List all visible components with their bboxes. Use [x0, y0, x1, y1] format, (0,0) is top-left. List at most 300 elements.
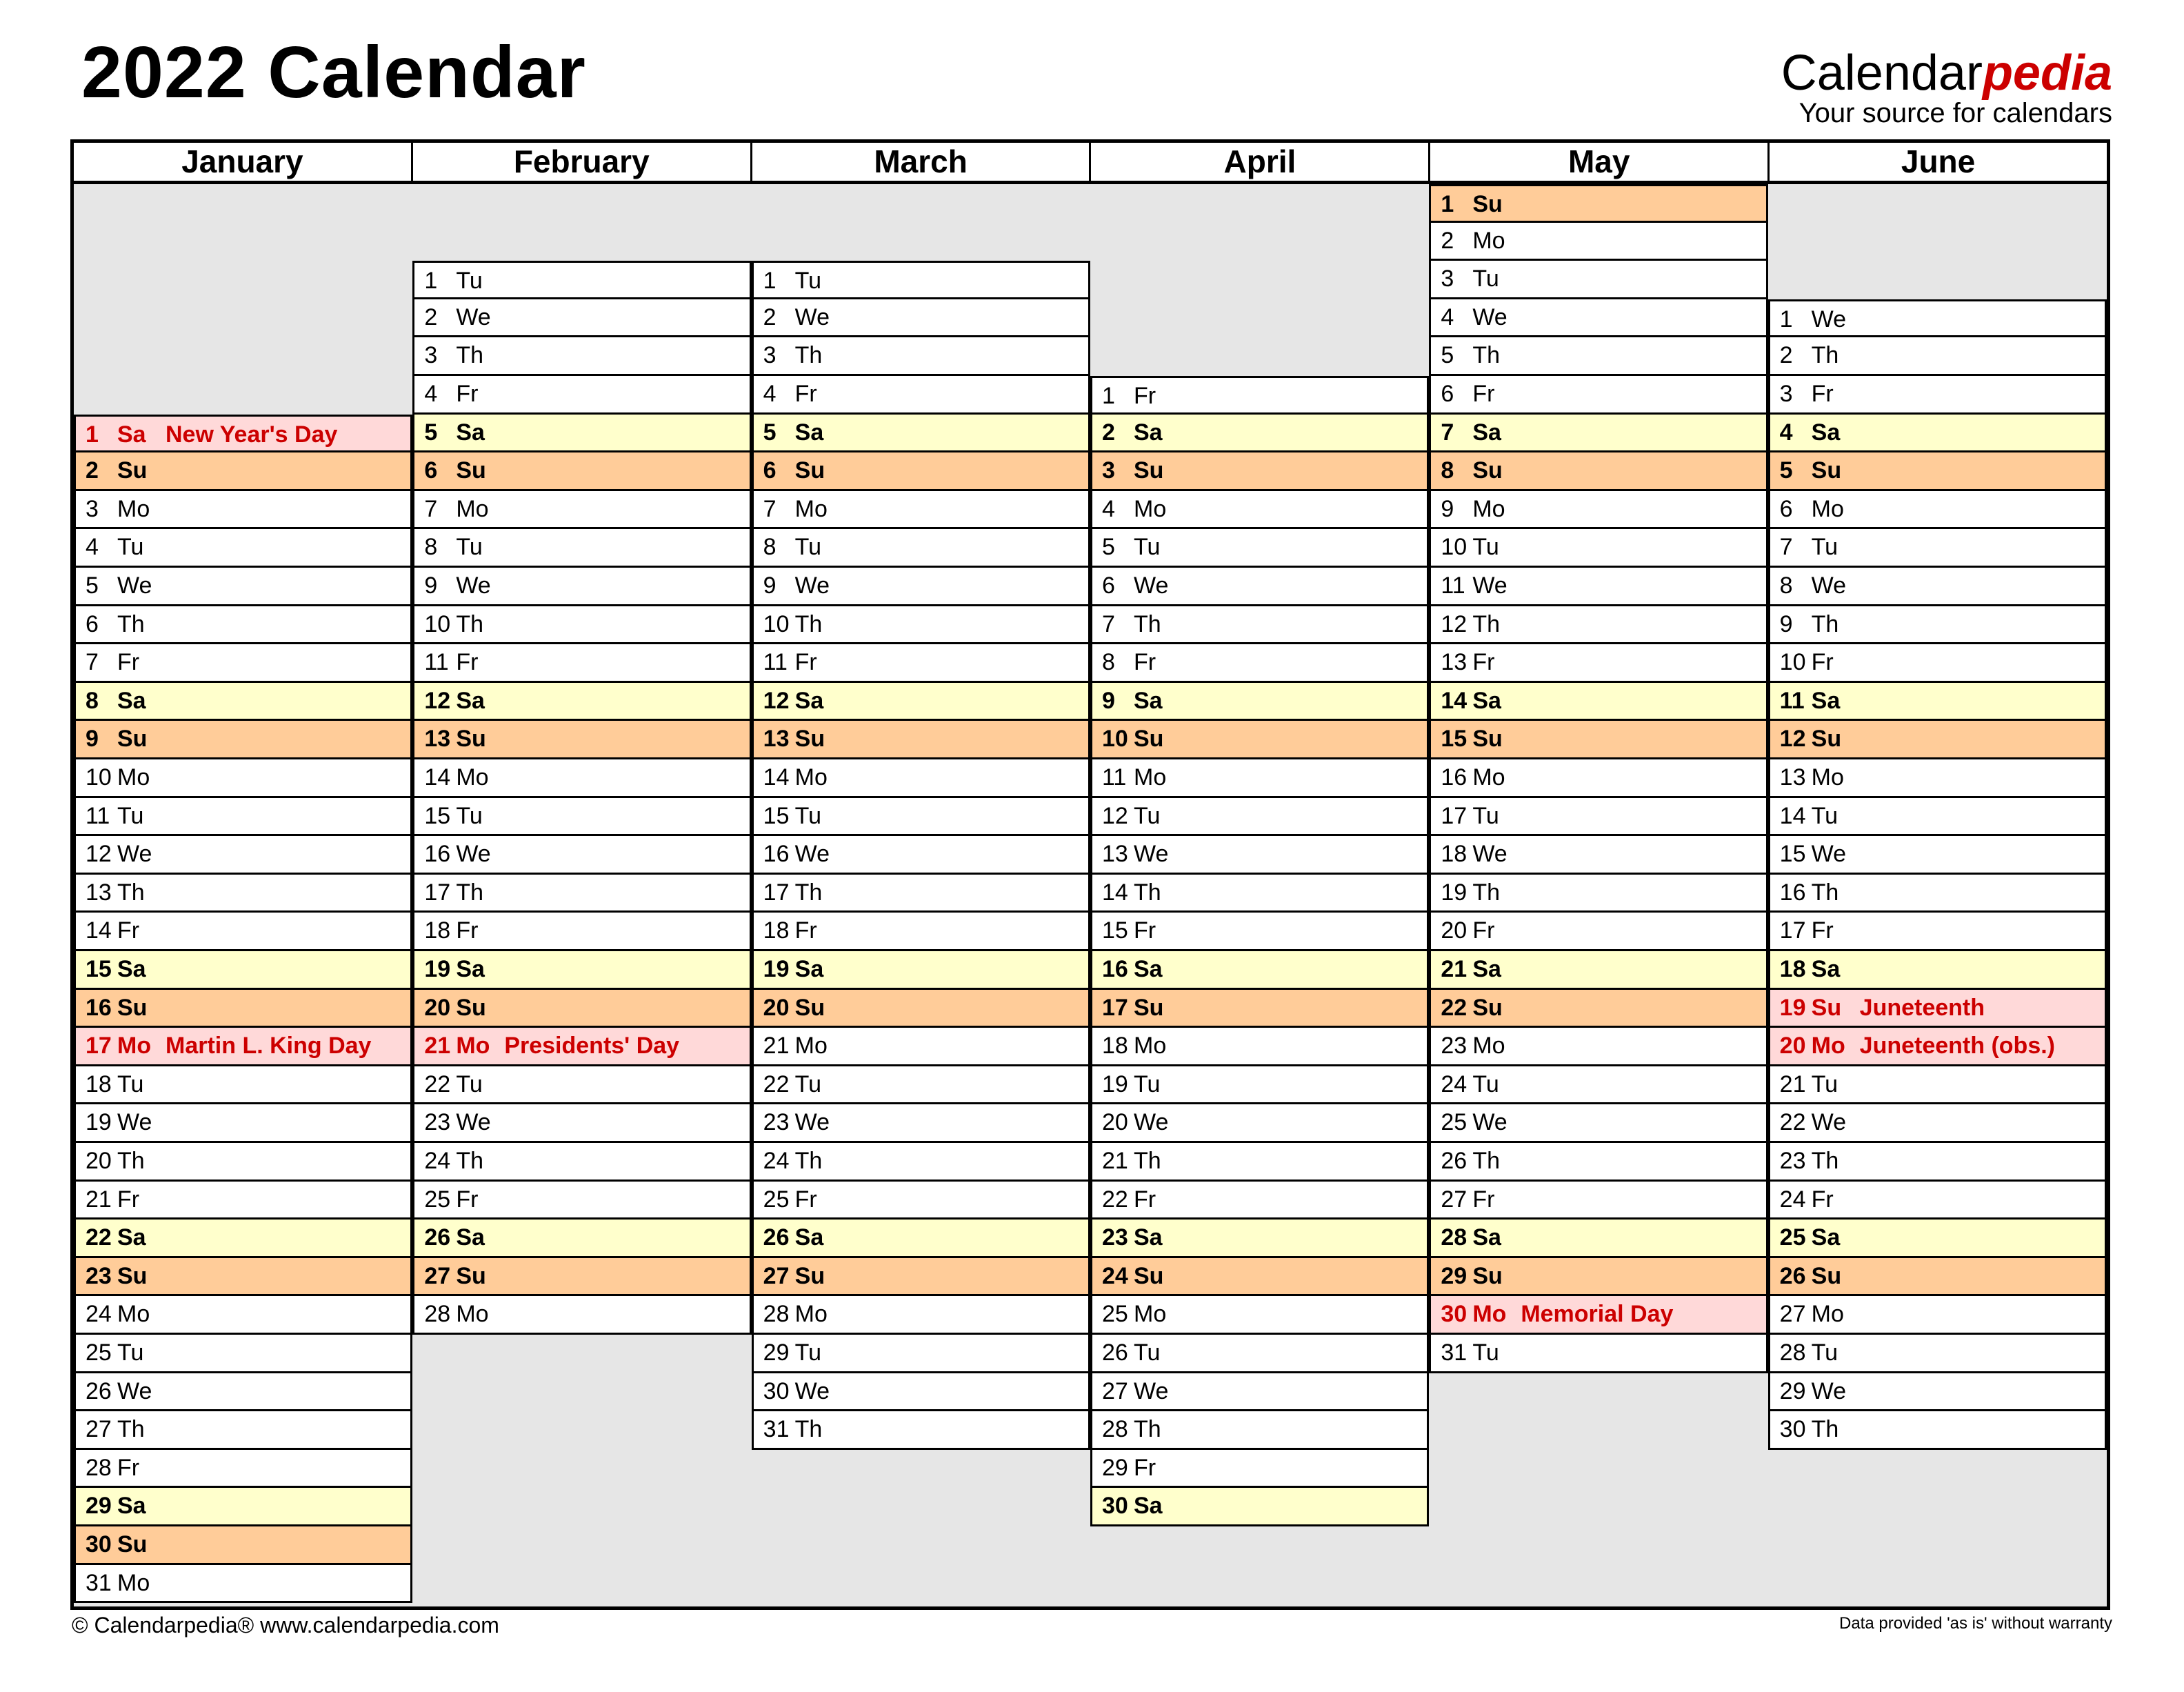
weekday-label: Su	[1811, 726, 1842, 753]
day-number: 21	[1102, 1148, 1128, 1174]
day-number: 8	[763, 534, 777, 561]
weekday-label: Su	[1811, 1262, 1842, 1289]
day-cell	[752, 337, 1090, 376]
day-number: 6	[1441, 381, 1454, 407]
weekday-label: Sa	[456, 687, 485, 714]
weekday-label: Mo	[1134, 495, 1167, 522]
holiday-cell	[74, 415, 412, 453]
day-cell	[1090, 951, 1429, 990]
day-cell	[412, 568, 751, 606]
day-number: 18	[1102, 1033, 1128, 1059]
day-number: 25	[1779, 1224, 1806, 1251]
weekday-label: Fr	[117, 1454, 140, 1481]
day-cell	[74, 1220, 412, 1258]
day-number: 12	[763, 687, 790, 714]
day-number: 18	[424, 917, 451, 944]
weekday-label: Fr	[456, 649, 479, 676]
day-number: 9	[1102, 687, 1115, 714]
day-number: 26	[1779, 1262, 1806, 1289]
day-number: 10	[86, 764, 112, 790]
day-number: 4	[86, 534, 99, 561]
day-number: 6	[763, 457, 777, 484]
weekday-label: Sa	[794, 956, 824, 982]
day-cell	[1090, 491, 1429, 530]
day-cell	[1429, 1182, 1767, 1220]
weekday-label: Fr	[1134, 1186, 1156, 1213]
weekday-label: Mo	[1472, 1301, 1507, 1328]
weekday-label: Th	[1134, 1148, 1161, 1174]
day-cell	[752, 1066, 1090, 1105]
day-number: 4	[1102, 495, 1115, 522]
day-cell	[412, 337, 751, 376]
weekday-label: Th	[1811, 1148, 1839, 1174]
day-cell	[752, 299, 1090, 338]
weekday-label: We	[1472, 841, 1507, 868]
weekday-label: Th	[117, 610, 145, 637]
month-header-march: March	[750, 143, 1090, 181]
weekday-label: Fr	[1472, 917, 1495, 944]
day-number: 2	[424, 303, 438, 330]
weekday-label: Fr	[1811, 917, 1834, 944]
day-cell	[74, 875, 412, 913]
day-cell	[412, 951, 751, 990]
holiday-cell	[74, 1028, 412, 1066]
day-cell	[412, 452, 751, 491]
weekday-label: Fr	[794, 917, 817, 944]
holiday-cell	[412, 1028, 751, 1066]
day-number: 1	[1441, 191, 1454, 217]
day-number: 23	[1441, 1033, 1467, 1059]
day-number: 13	[424, 726, 451, 753]
month-header-april: April	[1089, 143, 1428, 181]
weekday-label: Tu	[1134, 1340, 1161, 1366]
weekday-label: Tu	[117, 802, 144, 829]
weekday-label: Sa	[117, 956, 146, 982]
day-cell	[1429, 606, 1767, 645]
weekday-label: Su	[1811, 457, 1842, 484]
day-cell	[752, 1411, 1090, 1450]
day-number: 27	[1441, 1186, 1467, 1213]
day-number: 16	[86, 994, 112, 1021]
day-number: 10	[1779, 649, 1806, 676]
day-cell	[1090, 1450, 1429, 1489]
weekday-label: Sa	[117, 1493, 146, 1520]
day-cell	[1768, 644, 2107, 683]
weekday-label: Sa	[1134, 1493, 1163, 1520]
day-cell	[1429, 1220, 1767, 1258]
day-cell	[74, 644, 412, 683]
weekday-label: Fr	[1472, 1186, 1495, 1213]
weekday-label: Th	[794, 610, 823, 637]
day-number: 25	[1441, 1109, 1467, 1136]
weekday-label: We	[1811, 841, 1847, 868]
day-cell	[1090, 1258, 1429, 1297]
day-cell	[412, 491, 751, 530]
day-number: 27	[1102, 1377, 1128, 1404]
day-number: 8	[1441, 457, 1454, 484]
holiday-cell	[1768, 1028, 2107, 1066]
weekday-label: Mo	[117, 764, 150, 790]
weekday-label: Su	[117, 1262, 148, 1289]
day-cell	[752, 529, 1090, 568]
weekday-label: Mo	[1472, 1033, 1505, 1059]
day-number: 1	[1102, 383, 1115, 409]
day-cell	[412, 683, 751, 721]
day-number: 9	[1441, 495, 1454, 522]
weekday-label: Mo	[1811, 764, 1844, 790]
weekday-label: Tu	[456, 534, 483, 561]
weekday-label: Sa	[1472, 687, 1501, 714]
weekday-label: Su	[794, 994, 825, 1021]
weekday-label: Sa	[1134, 687, 1163, 714]
weekday-label: Mo	[456, 495, 489, 522]
day-cell	[1429, 836, 1767, 875]
day-cell	[752, 913, 1090, 951]
day-cell	[752, 1296, 1090, 1335]
weekday-label: Sa	[456, 419, 485, 446]
weekday-label: Su	[794, 457, 825, 484]
weekday-label: Th	[456, 610, 484, 637]
day-number: 13	[1779, 764, 1806, 790]
day-number: 27	[763, 1262, 790, 1289]
day-number: 12	[1779, 726, 1806, 753]
logo-brand-accent: pedia	[1982, 46, 2112, 101]
weekday-label: Th	[117, 1416, 145, 1443]
day-number: 9	[763, 573, 777, 599]
day-cell	[752, 415, 1090, 453]
day-cell	[1429, 1104, 1767, 1143]
weekday-label: Th	[1472, 610, 1501, 637]
weekday-label: Tu	[1134, 1071, 1161, 1097]
day-cell	[1768, 798, 2107, 837]
day-number: 3	[763, 342, 777, 369]
weekday-label: Sa	[794, 687, 824, 714]
day-number: 14	[86, 917, 112, 944]
weekday-label: We	[117, 573, 152, 599]
day-cell	[74, 1258, 412, 1297]
weekday-label: Fr	[794, 381, 817, 407]
day-number: 19	[424, 956, 451, 982]
weekday-label: We	[1811, 1377, 1847, 1404]
day-cell	[1429, 452, 1767, 491]
day-cell	[74, 1373, 412, 1412]
weekday-label: Su	[1472, 457, 1503, 484]
weekday-label: Sa	[1811, 687, 1841, 714]
weekday-label: Th	[117, 1148, 145, 1174]
day-number: 4	[424, 381, 438, 407]
weekday-label: Mo	[117, 1569, 150, 1596]
weekday-label: Su	[456, 457, 486, 484]
day-cell	[1768, 913, 2107, 951]
day-cell	[74, 1450, 412, 1489]
day-cell	[74, 913, 412, 951]
day-cell	[1090, 1104, 1429, 1143]
day-cell	[752, 798, 1090, 837]
day-number: 12	[1102, 802, 1128, 829]
weekday-label: We	[794, 303, 830, 330]
weekday-label: We	[1472, 303, 1507, 330]
day-number: 5	[1102, 534, 1115, 561]
day-cell	[752, 721, 1090, 759]
weekday-label: Tu	[1134, 534, 1161, 561]
day-cell	[74, 568, 412, 606]
weekday-label: Th	[794, 1416, 823, 1443]
weekday-label: We	[456, 841, 491, 868]
day-number: 7	[424, 495, 438, 522]
day-number: 15	[1779, 841, 1806, 868]
day-number: 23	[763, 1109, 790, 1136]
day-cell	[74, 1565, 412, 1604]
weekday-label: Fr	[1811, 1186, 1834, 1213]
day-cell	[752, 759, 1090, 798]
day-number: 30	[763, 1377, 790, 1404]
calendarpedia-logo	[1781, 48, 2112, 127]
weekday-label: Fr	[456, 1186, 479, 1213]
day-cell	[1429, 759, 1767, 798]
day-number: 3	[86, 495, 99, 522]
day-number: 24	[1779, 1186, 1806, 1213]
weekday-label: Tu	[456, 802, 483, 829]
weekday-label: Mo	[117, 1033, 152, 1059]
day-cell	[752, 1220, 1090, 1258]
weekday-label: Tu	[456, 268, 483, 295]
day-number: 4	[1779, 419, 1793, 446]
day-cell	[1768, 759, 2107, 798]
day-number: 14	[1102, 879, 1128, 906]
footer-copyright: © Calendarpedia® www.calendarpedia.com	[72, 1613, 499, 1638]
weekday-label: Th	[794, 879, 823, 906]
day-number: 2	[1779, 342, 1793, 369]
weekday-label: Th	[1811, 879, 1839, 906]
holiday-name: Juneteenth	[1859, 994, 1985, 1021]
day-number: 23	[424, 1109, 451, 1136]
weekday-label: Tu	[1472, 1340, 1499, 1366]
weekday-label: Su	[794, 726, 825, 753]
day-number: 21	[86, 1186, 112, 1213]
day-cell	[1768, 1373, 2107, 1412]
day-number: 8	[1779, 573, 1793, 599]
day-number: 2	[763, 303, 777, 330]
weekday-label: Su	[1472, 994, 1503, 1021]
weekday-label: Th	[794, 342, 823, 369]
day-cell	[1090, 1335, 1429, 1373]
day-number: 14	[424, 764, 451, 790]
day-cell	[752, 606, 1090, 645]
weekday-label: Su	[1134, 726, 1164, 753]
day-number: 16	[1102, 956, 1128, 982]
day-cell	[412, 875, 751, 913]
day-number: 15	[763, 802, 790, 829]
day-cell	[752, 644, 1090, 683]
day-number: 28	[763, 1301, 790, 1328]
day-cell	[1768, 836, 2107, 875]
day-number: 5	[1441, 342, 1454, 369]
weekday-label: We	[1134, 1377, 1169, 1404]
day-cell	[412, 1296, 751, 1335]
holiday-cell	[1429, 1296, 1767, 1335]
day-number: 29	[1102, 1454, 1128, 1481]
day-cell	[1429, 1335, 1767, 1373]
day-cell	[412, 644, 751, 683]
day-cell	[752, 568, 1090, 606]
weekday-label: We	[117, 841, 152, 868]
day-cell	[412, 299, 751, 338]
weekday-label: Mo	[794, 764, 828, 790]
weekday-label: Mo	[1472, 227, 1505, 254]
weekday-label: Th	[1134, 610, 1161, 637]
day-cell	[412, 990, 751, 1028]
weekday-label: Mo	[456, 764, 489, 790]
weekday-label: Mo	[1472, 495, 1505, 522]
day-number: 1	[763, 268, 777, 295]
weekday-label: We	[794, 1377, 830, 1404]
day-number: 25	[763, 1186, 790, 1213]
day-number: 4	[763, 381, 777, 407]
day-cell	[1429, 1258, 1767, 1297]
weekday-label: Sa	[456, 1224, 485, 1251]
day-cell	[1090, 568, 1429, 606]
day-cell	[1768, 683, 2107, 721]
weekday-label: Mo	[1811, 1033, 1845, 1059]
weekday-label: Tu	[117, 1071, 144, 1097]
weekday-label: We	[1811, 573, 1847, 599]
day-number: 15	[1441, 726, 1467, 753]
day-cell	[1768, 1182, 2107, 1220]
day-cell	[412, 529, 751, 568]
weekday-label: Mo	[794, 1033, 828, 1059]
day-cell	[74, 452, 412, 491]
day-number: 23	[86, 1262, 112, 1289]
day-cell	[74, 1526, 412, 1565]
day-cell	[1090, 798, 1429, 837]
day-cell	[412, 376, 751, 415]
day-cell	[1090, 721, 1429, 759]
weekday-label: Tu	[117, 534, 144, 561]
day-number: 3	[1441, 266, 1454, 292]
day-number: 11	[1441, 573, 1465, 599]
day-cell	[412, 1220, 751, 1258]
day-number: 29	[1779, 1377, 1806, 1404]
day-number: 6	[424, 457, 438, 484]
day-cell	[74, 798, 412, 837]
day-number: 21	[1779, 1071, 1806, 1097]
day-cell	[1090, 1182, 1429, 1220]
day-cell	[74, 1104, 412, 1143]
day-cell	[752, 1373, 1090, 1412]
day-number: 20	[1102, 1109, 1128, 1136]
weekday-label: Sa	[1811, 1224, 1841, 1251]
day-number: 17	[763, 879, 790, 906]
day-number: 7	[763, 495, 777, 522]
day-number: 24	[763, 1148, 790, 1174]
day-number: 10	[1441, 534, 1467, 561]
weekday-label: Fr	[1811, 649, 1834, 676]
weekday-label: Fr	[1134, 917, 1156, 944]
day-cell	[1090, 1411, 1429, 1450]
day-cell	[412, 1143, 751, 1182]
weekday-label: Tu	[1811, 802, 1839, 829]
day-number: 16	[1441, 764, 1467, 790]
day-cell	[1429, 415, 1767, 453]
weekday-label: Tu	[1811, 1071, 1839, 1097]
weekday-label: Th	[456, 879, 484, 906]
day-number: 12	[86, 841, 112, 868]
day-cell	[1090, 1373, 1429, 1412]
day-number: 28	[1779, 1340, 1806, 1366]
weekday-label: We	[794, 573, 830, 599]
weekday-label: Fr	[794, 1186, 817, 1213]
weekday-label: Su	[1134, 1262, 1164, 1289]
day-cell	[74, 1488, 412, 1526]
day-number: 20	[1779, 1033, 1806, 1059]
day-cell	[1768, 1104, 2107, 1143]
day-number: 11	[763, 649, 788, 676]
day-cell	[1090, 452, 1429, 491]
calendar-grid	[70, 139, 2110, 1610]
weekday-label: We	[1134, 1109, 1169, 1136]
weekday-label: Fr	[456, 917, 479, 944]
day-number: 25	[424, 1186, 451, 1213]
weekday-label: Su	[117, 994, 148, 1021]
day-number: 2	[86, 457, 99, 484]
day-number: 7	[1441, 419, 1454, 446]
day-number: 14	[763, 764, 790, 790]
day-number: 1	[424, 268, 438, 295]
weekday-label: Th	[794, 1148, 823, 1174]
day-number: 26	[1102, 1340, 1128, 1366]
weekday-label: Fr	[1134, 649, 1156, 676]
day-cell	[1429, 491, 1767, 530]
day-number: 19	[763, 956, 790, 982]
holiday-name: Memorial Day	[1521, 1301, 1674, 1328]
weekday-label: Mo	[794, 1301, 828, 1328]
weekday-label: We	[1811, 1109, 1847, 1136]
weekday-label: Sa	[1472, 1224, 1501, 1251]
day-cell	[752, 990, 1090, 1028]
day-cell	[412, 913, 751, 951]
day-number: 23	[1779, 1148, 1806, 1174]
weekday-label: Mo	[117, 495, 150, 522]
day-number: 15	[86, 956, 112, 982]
day-number: 16	[424, 841, 451, 868]
weekday-label: Sa	[1472, 956, 1501, 982]
day-cell	[74, 529, 412, 568]
day-cell	[1090, 376, 1429, 415]
weekday-label: Tu	[794, 534, 822, 561]
weekday-label: Th	[456, 1148, 484, 1174]
weekday-label: Su	[117, 457, 148, 484]
day-cell	[1090, 1488, 1429, 1526]
day-number: 22	[424, 1071, 451, 1097]
day-cell	[1429, 1066, 1767, 1105]
weekday-label: Fr	[1811, 381, 1834, 407]
weekday-label: We	[1472, 1109, 1507, 1136]
weekday-label: Sa	[117, 421, 146, 448]
weekday-label: Th	[1472, 1148, 1501, 1174]
weekday-label: Th	[1134, 1416, 1161, 1443]
day-cell	[1429, 913, 1767, 951]
day-number: 22	[1779, 1109, 1806, 1136]
day-number: 17	[86, 1033, 112, 1059]
day-number: 30	[1102, 1493, 1128, 1520]
weekday-label: We	[1134, 841, 1169, 868]
weekday-label: Su	[1472, 1262, 1503, 1289]
day-cell	[1768, 415, 2107, 453]
day-number: 17	[1779, 917, 1806, 944]
day-number: 28	[86, 1454, 112, 1481]
footer-disclaimer: Data provided 'as is' without warranty	[1839, 1614, 2112, 1633]
day-number: 1	[86, 421, 99, 448]
